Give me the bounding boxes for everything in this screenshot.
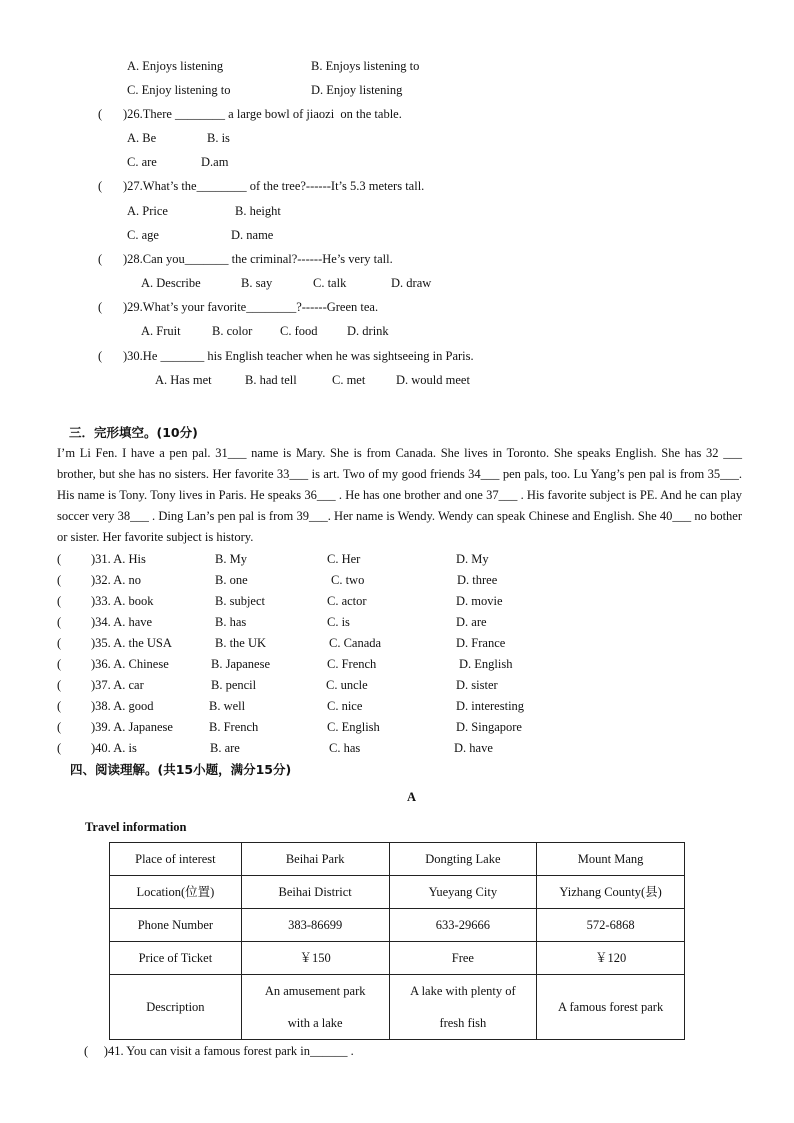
cloze-question-paren: (: [57, 657, 62, 671]
cloze-question-stem: )36. A. Chinese: [91, 657, 169, 671]
q41-question: ( )41. You can visit a famous forest park in______ .: [84, 1044, 354, 1058]
section-4-title: 四、阅读理解。(共15小题，满分15分): [70, 762, 292, 777]
q26-option-a: A. Be: [127, 131, 157, 145]
q29-paren: (: [98, 300, 103, 314]
cloze-question-paren: (: [57, 615, 62, 629]
q25-option-b: B. Enjoys listening to: [311, 59, 420, 73]
q29-option-c: C. food: [280, 324, 318, 338]
cloze-option-d: D. sister: [456, 678, 498, 692]
cloze-option-b: B. has: [215, 615, 247, 629]
table-cell: Beihai Park: [241, 843, 389, 876]
cloze-question-paren: (: [57, 741, 62, 755]
cloze-option-d: D. English: [459, 657, 513, 671]
q29-option-b: B. color: [212, 324, 253, 338]
q27-stem: )27.What’s the________ of the tree?------It’s 5.3 meters tall.: [123, 179, 425, 193]
table-cell: Yizhang County(县): [537, 876, 685, 909]
table-cell: ￥120: [537, 942, 685, 975]
cloze-option-d: D. Singapore: [456, 720, 522, 734]
table-row: [110, 876, 685, 909]
q25-option-a: A. Enjoys listening: [127, 59, 224, 73]
cloze-option-c: C. has: [329, 741, 361, 755]
cloze-question-stem: )32. A. no: [91, 573, 141, 587]
q30-paren: (: [98, 349, 103, 363]
q27-option-d: D. name: [231, 228, 274, 242]
cloze-option-b: B. French: [209, 720, 259, 734]
cloze-question-paren: (: [57, 594, 62, 608]
cloze-option-d: D. My: [456, 552, 489, 566]
q29-option-d: D. drink: [347, 324, 389, 338]
table-cell: Price of Ticket: [110, 942, 242, 975]
cloze-option-d: D. movie: [456, 594, 503, 608]
cloze-option-d: D. three: [457, 573, 498, 587]
cloze-option-b: B. pencil: [211, 678, 257, 692]
q30-option-b: B. had tell: [245, 373, 297, 387]
table-title: Travel information: [85, 820, 187, 834]
cloze-question-paren: (: [57, 678, 62, 692]
table-cell: Phone Number: [110, 909, 242, 942]
cloze-passage: [57, 443, 742, 548]
q28-option-b: B. say: [241, 276, 273, 290]
cloze-option-b: B. My: [215, 552, 247, 566]
cloze-option-c: C. English: [327, 720, 380, 734]
cloze-question-paren: (: [57, 699, 62, 713]
table-cell: Dongting Lake: [389, 843, 537, 876]
desc-dongting-line-2: fresh fish: [439, 1016, 487, 1030]
cloze-question-stem: )35. A. the USA: [91, 636, 172, 650]
q27-option-a: A. Price: [127, 204, 168, 218]
q30-option-a: A. Has met: [155, 373, 212, 387]
q30-stem: )30.He _______ his English teacher when he was sightseeing in Paris.: [123, 349, 474, 363]
q29-stem: )29.What’s your favorite________?------Green tea.: [123, 300, 379, 314]
cloze-option-d: D. France: [456, 636, 506, 650]
cloze-option-b: B. one: [215, 573, 248, 587]
desc-beihai-line-2: with a lake: [287, 1016, 343, 1030]
cloze-question-stem: )33. A. book: [91, 594, 154, 608]
cloze-option-c: C. Her: [327, 552, 361, 566]
q28-option-c: C. talk: [313, 276, 347, 290]
table-cell: [241, 975, 389, 1040]
cloze-option-d: D. are: [456, 615, 487, 629]
cloze-option-b: B. well: [209, 699, 246, 713]
table-cell: Description: [110, 975, 242, 1040]
cloze-option-b: B. subject: [215, 594, 265, 608]
table-row: [110, 975, 685, 1040]
table-cell: 633-29666: [389, 909, 537, 942]
table-cell: Place of interest: [110, 843, 242, 876]
table-cell: Mount Mang: [537, 843, 685, 876]
q26-stem: )26.There ________ a large bowl of jiaozi on the table.: [123, 107, 402, 121]
q28-paren: (: [98, 252, 103, 266]
q28-option-d: D. draw: [391, 276, 432, 290]
q26-option-b: B. is: [207, 131, 230, 145]
desc-dongting-line-1: A lake with plenty of: [410, 984, 516, 998]
cloze-question-stem: )40. A. is: [91, 741, 137, 755]
q28-stem: )28.Can you_______ the criminal?------He’s very tall.: [123, 252, 393, 266]
q26-option-d: D.am: [201, 155, 229, 169]
table-cell: 572-6868: [537, 909, 685, 942]
q26-option-c: C. are: [127, 155, 157, 169]
cloze-option-c: C. Canada: [329, 636, 382, 650]
cloze-question-paren: (: [57, 573, 62, 587]
table-cell: A famous forest park: [537, 975, 685, 1040]
table-cell: Location(位置): [110, 876, 242, 909]
table-cell: Beihai District: [241, 876, 389, 909]
cloze-question-stem: )37. A. car: [91, 678, 144, 692]
table-cell: 383-86699: [241, 909, 389, 942]
table-row: [110, 942, 685, 975]
table-cell: Yueyang City: [389, 876, 537, 909]
cloze-option-b: B. the UK: [215, 636, 267, 650]
q25-option-c: C. Enjoy listening to: [127, 83, 231, 97]
cloze-option-c: C. is: [327, 615, 350, 629]
table-cell: Free: [389, 942, 537, 975]
q30-option-d: D. would meet: [396, 373, 470, 387]
q27-option-b: B. height: [235, 204, 281, 218]
desc-beihai-line-1: An amusement park: [264, 984, 366, 998]
cloze-option-c: C. nice: [327, 699, 363, 713]
cloze-option-c: C. French: [327, 657, 377, 671]
q29-option-a: A. Fruit: [141, 324, 181, 338]
section-3-title: 三．完形填空。(10分): [69, 425, 198, 440]
cloze-option-d: D. interesting: [456, 699, 525, 713]
cloze-option-b: B. are: [210, 741, 240, 755]
table-row: [110, 843, 685, 876]
part-a-label: A: [407, 790, 417, 804]
cloze-question-paren: (: [57, 720, 62, 734]
cloze-option-c: C. actor: [327, 594, 367, 608]
cloze-option-c: C. uncle: [326, 678, 368, 692]
table-cell: [389, 975, 537, 1040]
cloze-question-stem: )31. A. His: [91, 552, 146, 566]
cloze-option-d: D. have: [454, 741, 493, 755]
cloze-question-stem: )39. A. Japanese: [91, 720, 173, 734]
cloze-question-stem: )34. A. have: [91, 615, 153, 629]
q30-option-c: C. met: [332, 373, 366, 387]
q27-paren: (: [98, 179, 103, 193]
q26-paren: (: [98, 107, 103, 121]
cloze-question-paren: (: [57, 552, 62, 566]
q28-option-a: A. Describe: [141, 276, 201, 290]
cloze-question-paren: (: [57, 636, 62, 650]
travel-information-table: [109, 842, 685, 1040]
cloze-option-b: B. Japanese: [211, 657, 271, 671]
table-row: [110, 909, 685, 942]
table-cell: ￥150: [241, 942, 389, 975]
q27-option-c: C. age: [127, 228, 159, 242]
cloze-option-c: C. two: [331, 573, 365, 587]
cloze-question-stem: )38. A. good: [91, 699, 154, 713]
cloze-passage-text: I’m Li Fen. I have a pen pal. 31___ name is Mary. She is from Canada. She lives in Toronto. She speaks English. She has 32 ___ brother, but she has no sisters. Her favorite 33___ is art. Two of my good friends 34___ pen pals, too. Lu Yang’s pen pal is from 35___. His name is Tony. Tony lives in Paris. He speaks 36___ . He has one brother and one 37___ . His favorite subject is PE. And he can play soccer very 38___ . Ding Lan’s pen pal is from 39___. Her name is Wendy. Wendy can speak Chinese and English. She 40___ no bother or sister. Her favorite subject is history.: [57, 446, 742, 544]
q25-option-d: D. Enjoy listening: [311, 83, 403, 97]
